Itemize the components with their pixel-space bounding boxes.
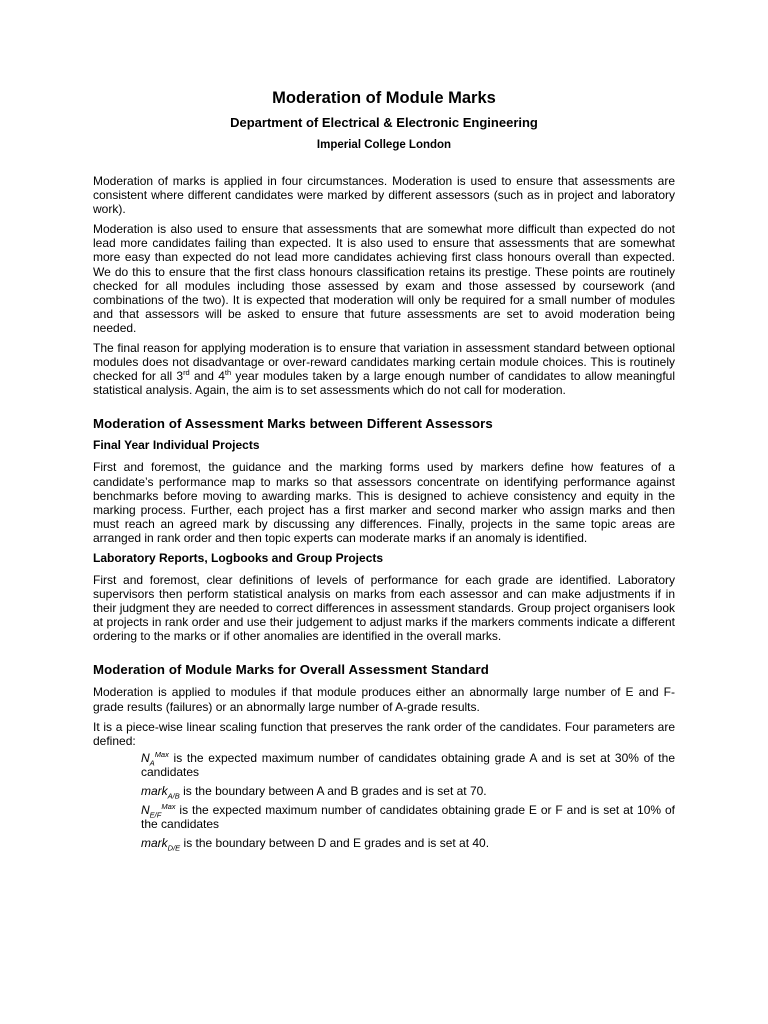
parameter-subscript: D/E <box>167 843 181 853</box>
parameter-n-a-max <box>141 751 675 779</box>
final-year-projects-paragraph: First and foremost, the guidance and the marking forms used by markers define how features of a candidate’s performance map to marks so that assessors concentrate on identifying performance against benchmarks before moving to awarding marks. This is designed to achieve consistency and equity in the marking process. Further, each project has a first marker and second marker who assign marks and then must reach an agreed mark by discussing any differences. Finally, projects in the same topic areas are arranged in rank order and then topic experts can moderate marks if an anomaly is identified. <box>93 460 675 545</box>
parameter-description: is the expected maximum number of candidates obtaining grade A and is set at 30% of the candidates <box>141 750 675 779</box>
overall-standard-paragraph-2: It is a piece-wise linear scaling function that preserves the rank order of the candidates. Four parameters are defined: <box>93 719 675 748</box>
parameter-description: is the expected maximum number of candidates obtaining grade E or F and is set at 10% of the candidates <box>141 803 675 832</box>
parameter-mark-a-b <box>141 784 675 801</box>
parameter-superscript: Max <box>161 802 176 812</box>
parameter-description: is the boundary between A and B grades and is set at 70. <box>179 784 487 798</box>
intro-paragraph-1: Moderation of marks is applied in four circumstances. Moderation is used to ensure that assessments are consistent where different candidates were marked by different assessors (such as in project and laboratory work). <box>93 174 675 217</box>
parameter-subscript: E/F <box>149 810 162 820</box>
parameter-subscript: A/B <box>167 791 180 801</box>
parameter-symbol: N <box>141 803 150 818</box>
lab-reports-paragraph: First and foremost, clear definitions of levels of performance for each grade are identified. Laboratory supervisors then perform statistical analysis on marks from each assessor and can make adjustments if in their judgment they are needed to correct differences in assessment standards. Group project organisers look at projects in rank order and use their judgement to adjust marks if the markers comments indicate a different ordering to the marks or if other anomalies are identified in the overall marks. <box>93 572 675 644</box>
parameter-symbol: N <box>141 750 150 765</box>
parameter-mark-d-e <box>141 836 675 853</box>
intro-paragraph-2: Moderation is also used to ensure that assessments that are somewhat more difficult than expected do not lead more candidates failing than expected. It is also used to ensure that assessments that are somewhat more easy than expected do not lead more candidates achieving first class honours overall than expected. We do this to ensure that the first class honours classification retains its prestige. These points are routinely checked for all modules including those assessed by exam and those assessed by coursework (and combinations of the two). It is expected that moderation will only be required for a small number of modules and that assessors will be asked to ensure that future assessments are set to avoid moderation being needed. <box>93 222 675 335</box>
institution-name: Imperial College London <box>316 139 452 151</box>
department-name: Department of Electrical & Electronic Engineering <box>230 115 538 130</box>
intro-paragraph-3 <box>93 341 675 397</box>
ordinal-suffix-th: th <box>224 368 232 378</box>
document-title: Moderation of Module Marks <box>272 89 496 107</box>
parameter-description: is the boundary between D and E grades and is set at 40. <box>180 836 490 851</box>
intro-p3-text-a: The final reason for applying moderation is to ensure that variation in assessment standard between optional modules does not disadvantage or over-reward candidates marking certain module choices. This is routinely checked for all 3 <box>93 341 675 384</box>
parameter-symbol: mark <box>141 836 168 851</box>
subheading-lab-reports: Laboratory Reports, Logbooks and Group Projects <box>93 550 384 565</box>
section-heading-overall-standard: Moderation of Module Marks for Overall Assessment Standard <box>93 662 489 678</box>
ordinal-suffix-rd: rd <box>183 368 190 378</box>
section-heading-assessors: Moderation of Assessment Marks between Different Assessors <box>93 416 493 432</box>
parameter-symbol: mark <box>141 784 168 798</box>
parameter-n-ef-max <box>141 803 675 831</box>
intro-p3-text-c: year modules taken by a large enough number of candidates to allow meaningful statistical analysis. Again, the aim is to set assessments which do not call for moderation. <box>93 369 675 398</box>
overall-standard-paragraph-1: Moderation is applied to modules if that module produces either an abnormally large number of E and F-grade results (failures) or an abnormally large number of A-grade results. <box>93 685 675 714</box>
intro-p3-text-b: and 4 <box>189 369 225 384</box>
subheading-final-year-projects: Final Year Individual Projects <box>93 438 260 453</box>
document-page <box>93 88 675 853</box>
parameter-subscript: A <box>149 758 155 768</box>
parameter-superscript: Max <box>154 749 169 759</box>
